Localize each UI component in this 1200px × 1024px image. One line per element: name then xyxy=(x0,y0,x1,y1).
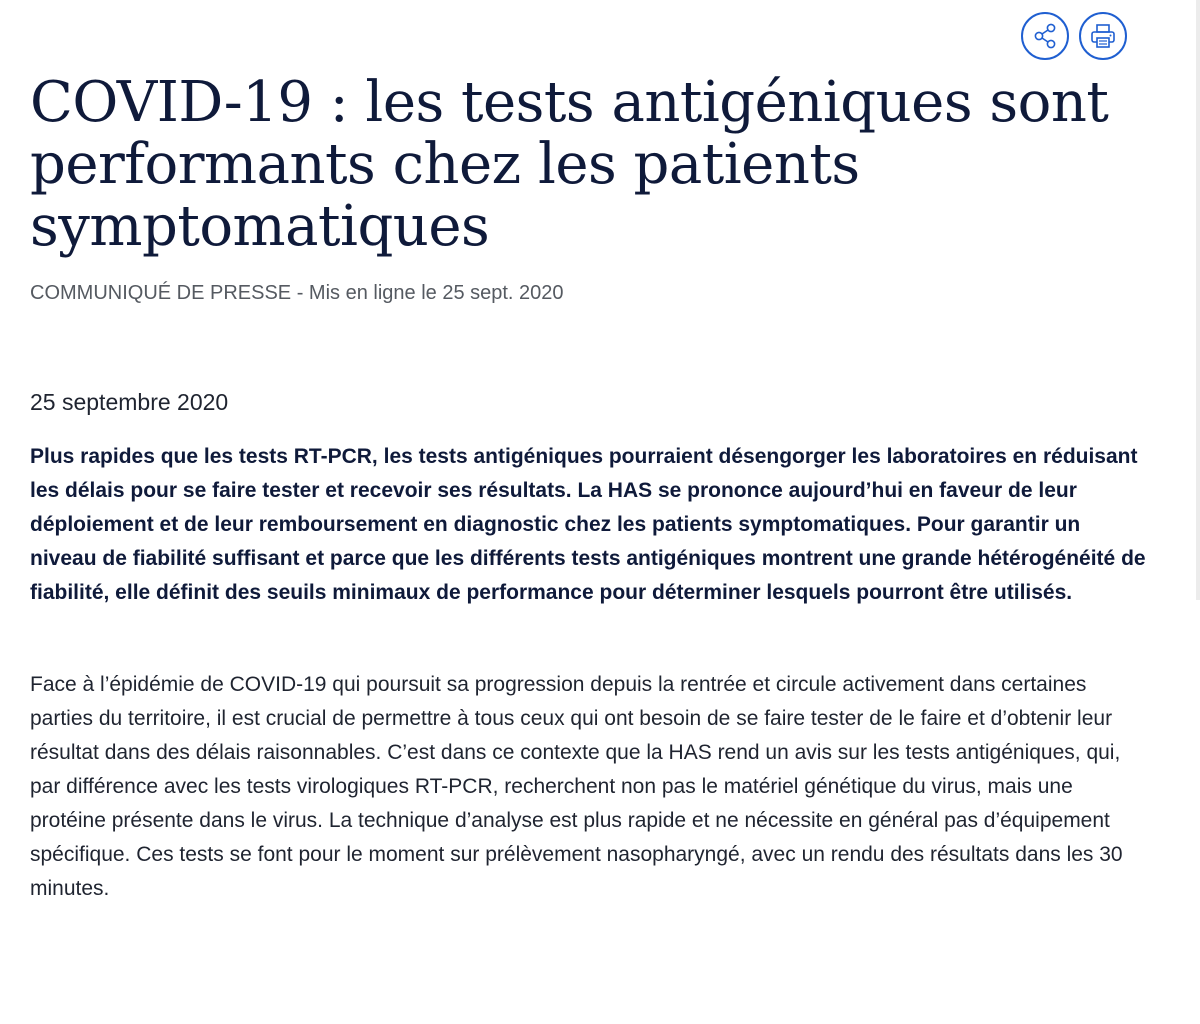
title-line: symptomatiques xyxy=(30,194,490,259)
share-icon xyxy=(1030,21,1060,51)
article-toolbar xyxy=(1021,12,1127,60)
title-line: performants chez les patients xyxy=(30,132,860,197)
article-meta: COMMUNIQUÉ DE PRESSE - Mis en ligne le 25 sept. 2020 xyxy=(30,282,564,304)
scrollbar[interactable] xyxy=(1196,0,1200,600)
printer-icon xyxy=(1088,21,1118,51)
article-date: 25 septembre 2020 xyxy=(30,389,229,415)
share-button[interactable] xyxy=(1021,12,1069,60)
page-title xyxy=(30,72,1150,258)
article-body: Face à l’épidémie de COVID-19 qui poursuit sa progression depuis la rentrée et circule activement dans certaines parties du territoire, il est crucial de permettre à tous ceux qui ont besoin de se faire tester de le faire et d’obtenir leur résultat dans des délais raisonnables. C’est dans ce contexte que la HAS rend un avis sur les tests antigéniques, qui, par différence avec les tests virologiques RT-PCR, recherchent non pas le matériel génétique du virus, mais une protéine présente dans le virus. La technique d’analyse est plus rapide et ne nécessite en général pas d’équipement spécifique. Ces tests se font pour le moment sur prélèvement nasopharyngé, avec un rendu des résultats dans les 30 minutes. xyxy=(30,673,1123,900)
article-lead: Plus rapides que les tests RT-PCR, les tests antigéniques pourraient désengorger les laboratoires en réduisant les délais pour se faire tester et recevoir ses résultats. La HAS se prononce aujourd’hui en faveur de leur déploiement et de leur remboursement en diagnostic chez les patients symptomatiques. Pour garantir un niveau de fiabilité suffisant et parce que les différents tests antigéniques montrent une grande hétérogénéité de fiabilité, elle définit des seuils minimaux de performance pour déterminer lesquels pourront être utilisés. xyxy=(30,445,1146,604)
title-line: COVID-19 : les tests antigéniques sont xyxy=(30,70,1109,135)
print-button[interactable] xyxy=(1079,12,1127,60)
